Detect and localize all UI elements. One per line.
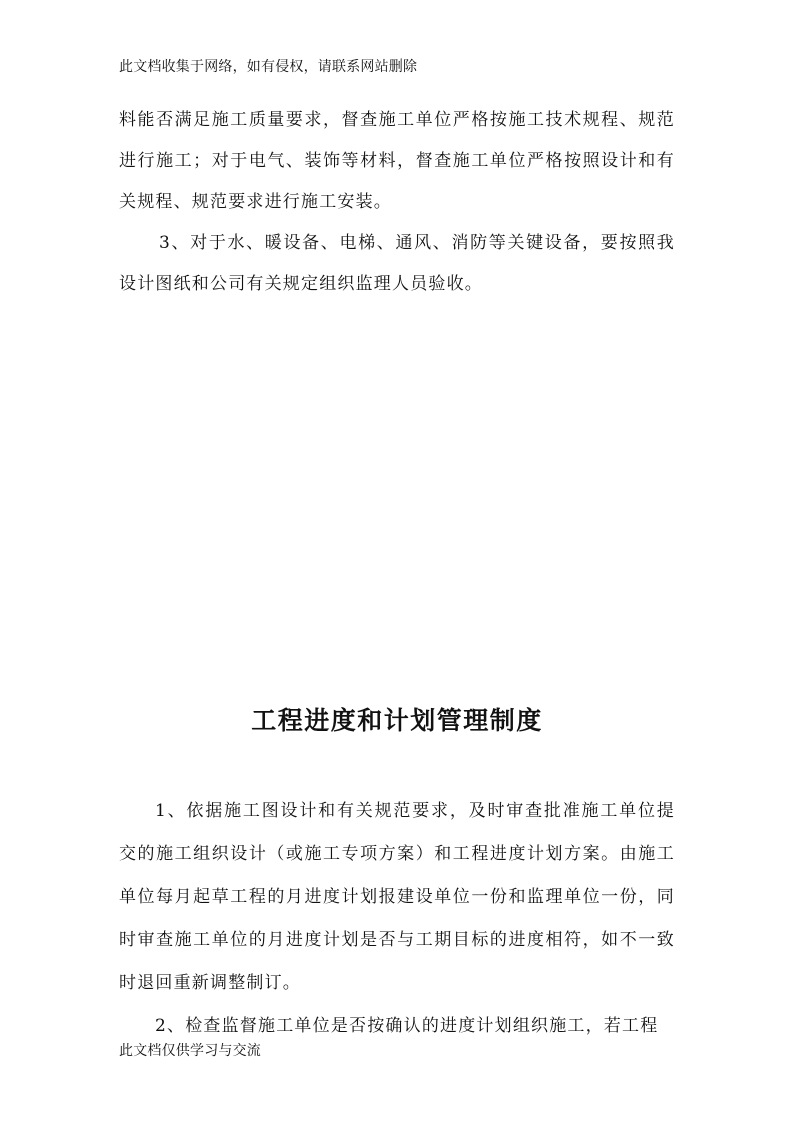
top-text-block: [119, 100, 675, 305]
paragraph-item-2: 2、检查监督施工单位是否按确认的进度计划组织施工，若工程: [155, 1016, 659, 1036]
paragraph-item-1: 1、依据施工图设计和有关规范要求，及时审查批准施工单位提交的施工组织设计（或施工专项方案）和工程进度计划方案。由施工单位每月起草工程的月进度计划报建设单位一份和监理单位一份，同时审查施工单位的月进度计划是否与工期目标的进度相符，如不一致时退回重新调整制订。: [119, 801, 675, 993]
page-footer-note: 此文档仅供学习与交流: [119, 1043, 261, 1059]
page-header-note: 此文档收集于网络，如有侵权，请联系网站删除: [119, 59, 418, 75]
paragraph-continuation: 料能否满足施工质量要求，督查施工单位严格按施工技术规程、规范进行施工；对于电气、装饰等材料，督查施工单位严格按照设计和有关规程、规范要求进行施工安装。: [119, 110, 675, 212]
section-title: 工程进度和计划管理制度: [251, 706, 543, 735]
paragraph-item-3: 3、对于水、暖设备、电梯、通风、消防等关键设备，要按照我设计图纸和公司有关规定组织监理人员验收。: [119, 233, 675, 294]
section-text-block: [119, 790, 675, 1048]
